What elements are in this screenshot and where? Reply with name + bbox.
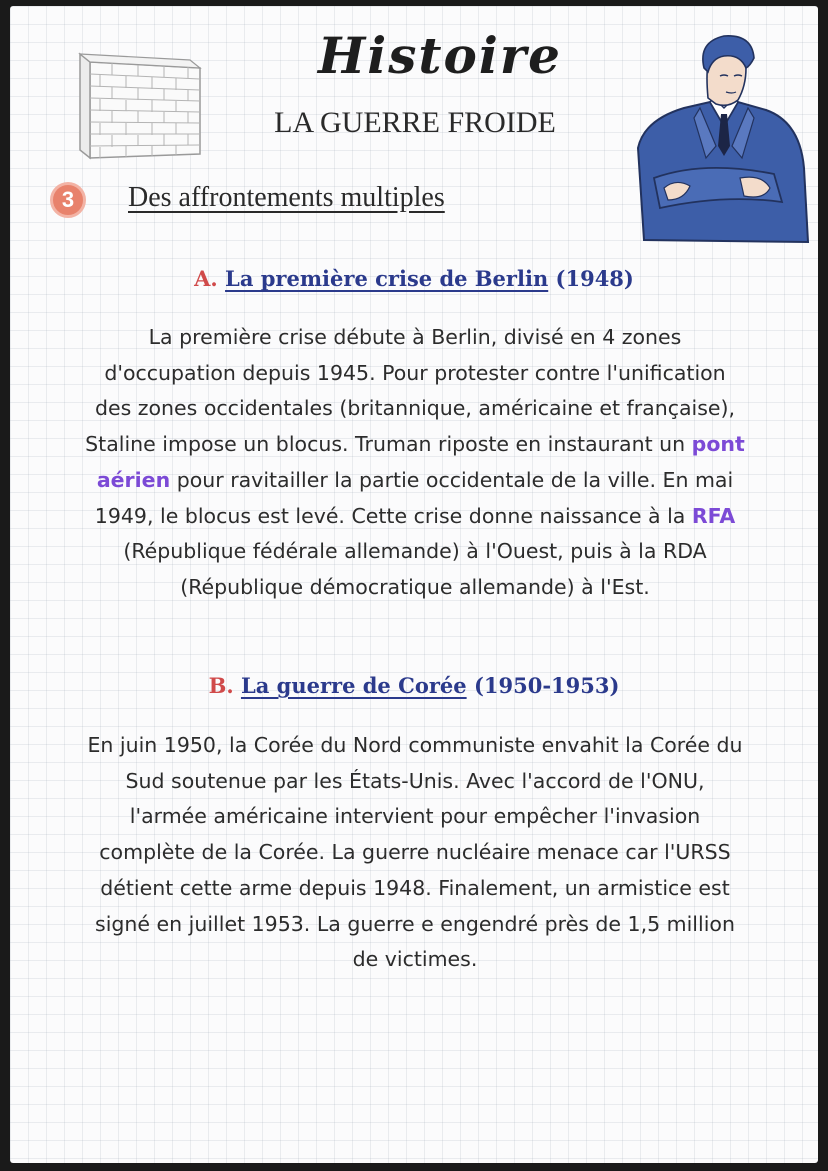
part-a-letter: A. <box>194 266 218 291</box>
page-subtitle: LA GUERRE FROIDE <box>274 106 556 139</box>
page-title: Histoire <box>318 26 562 85</box>
text-line: signé en juillet 1953. La guerre e engendré près de 1,5 million <box>95 911 735 936</box>
text-line: de victimes. <box>352 947 478 972</box>
note-page <box>10 6 818 1163</box>
text-line <box>40 463 790 499</box>
text-line: l'armée américaine intervient pour empêcher l'invasion <box>129 804 701 829</box>
text-line: des zones occidentales (britannique, américaine et française), <box>94 396 736 421</box>
text-line: (République démocratique allemande) à l'Est. <box>180 574 650 599</box>
text-line: d'occupation depuis 1945. Pour protester contre l'unification <box>104 360 726 385</box>
text-line: Sud soutenue par les États-Unis. Avec l'accord de l'ONU, <box>125 768 705 793</box>
text-line: En juin 1950, la Corée du Nord communiste envahit la Corée du <box>87 733 743 757</box>
heading-part-a <box>10 266 818 291</box>
text-line <box>40 499 790 535</box>
section-number-badge: 3 <box>50 182 86 218</box>
part-b-title: La guerre de Corée <box>240 673 467 698</box>
part-b-letter: B. <box>208 673 234 698</box>
brick-wall-icon <box>76 50 204 160</box>
paragraph-part-a <box>40 320 790 606</box>
text-line: complète de la Corée. La guerre nucléaire menace car l'URSS <box>99 840 731 865</box>
thinking-man-icon <box>624 28 814 260</box>
keyword-rfa: RFA <box>691 503 736 528</box>
text-segment: Staline impose un blocus. Truman riposte en instaurant un <box>85 432 692 457</box>
text-segment: pour ravitailler la partie occidentale de la ville. En mai <box>170 467 734 492</box>
text-line: La première crise débute à Berlin, divisé en 4 zones <box>148 325 682 349</box>
text-segment: 1949, le blocus est levé. Cette crise donne naissance à la <box>94 503 692 528</box>
text-line: détient cette arme depuis 1948. Finalement, un armistice est <box>100 875 730 900</box>
section-title: Des affrontements multiples <box>128 182 445 213</box>
heading-part-b <box>10 673 818 698</box>
text-line: (République fédérale allemande) à l'Ouest, puis à la RDA <box>123 539 707 564</box>
paragraph-part-b <box>40 728 790 978</box>
keyword-pont: pont <box>691 432 745 457</box>
part-a-title: La première crise de Berlin <box>225 266 549 291</box>
part-a-date: (1948) <box>555 266 634 291</box>
text-line <box>40 427 790 463</box>
part-b-date: (1950-1953) <box>473 673 620 698</box>
keyword-aerien: aérien <box>96 467 171 492</box>
